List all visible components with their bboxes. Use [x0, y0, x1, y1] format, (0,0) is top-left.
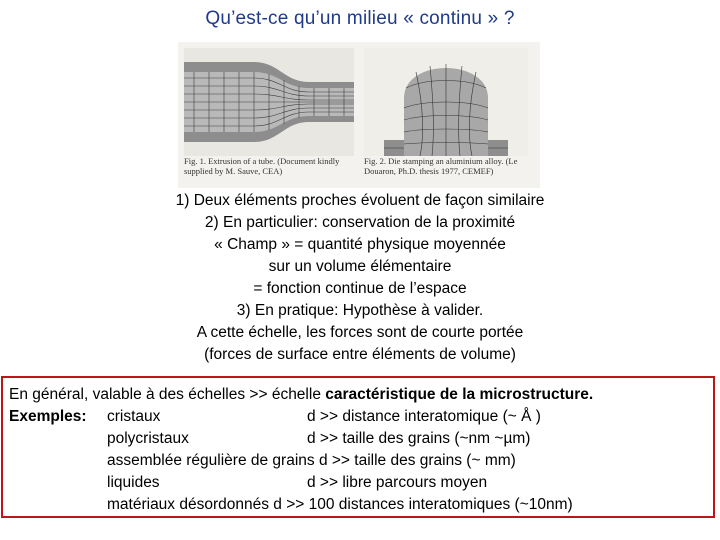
bullet-point: sur un volume élémentaire [268, 258, 452, 275]
bullet-point: A cette échelle, les forces sont de courte portée [196, 324, 524, 341]
bullet-point: = fonction continue de l’espace [253, 280, 467, 297]
examples-label [9, 406, 87, 428]
bullet-point: « Champ » = quantité physique moyennée [214, 236, 506, 253]
example-condition: d >> taille des grains (~nm ~µm) [307, 430, 531, 447]
examples-box [1, 376, 715, 518]
examples-label-text: Exemples: [9, 408, 87, 425]
intro-line [9, 384, 593, 406]
intro-text: En général, valable à des échelles >> échelle [9, 386, 326, 403]
intro-emphasis: caractéristique de la microstructure. [325, 386, 594, 403]
example-material: polycristaux [107, 430, 189, 447]
bullet-list [0, 190, 720, 366]
figure-caption-2: Fig. 2. Die stamping an aluminium alloy. (Le Douaron, Ph.D. thesis 1977, CEMEF) [364, 156, 518, 176]
bullet-point: 2) En particulier: conservation de la proximité [204, 214, 516, 231]
bullet-point: (forces de surface entre éléments de volume) [204, 346, 516, 363]
figure-caption-1: Fig. 1. Extrusion of a tube. (Document kindly supplied by M. Sauve, CEA) [184, 156, 340, 176]
tube-extrusion-image [184, 48, 354, 156]
bullet-point: 1) Deux éléments proches évoluent de façon similaire [175, 192, 545, 209]
figure-photo [178, 42, 540, 188]
example-material: matériaux désordonnés d >> 100 distances interatomiques (~10nm) [107, 496, 573, 513]
example-material: liquides [107, 474, 160, 491]
bullet-point: 3) En pratique: Hypothèse à valider. [236, 302, 484, 319]
die-stamping-image [364, 48, 528, 156]
example-condition: d >> libre parcours moyen [307, 474, 488, 491]
example-material: assemblée régulière de grains d >> taille des grains (~ mm) [107, 452, 516, 469]
example-condition: d >> distance interatomique (~ Å ) [307, 408, 541, 425]
slide-title: Qu’est-ce qu’un milieu « continu » ? [205, 8, 515, 29]
example-material: cristaux [107, 408, 161, 425]
